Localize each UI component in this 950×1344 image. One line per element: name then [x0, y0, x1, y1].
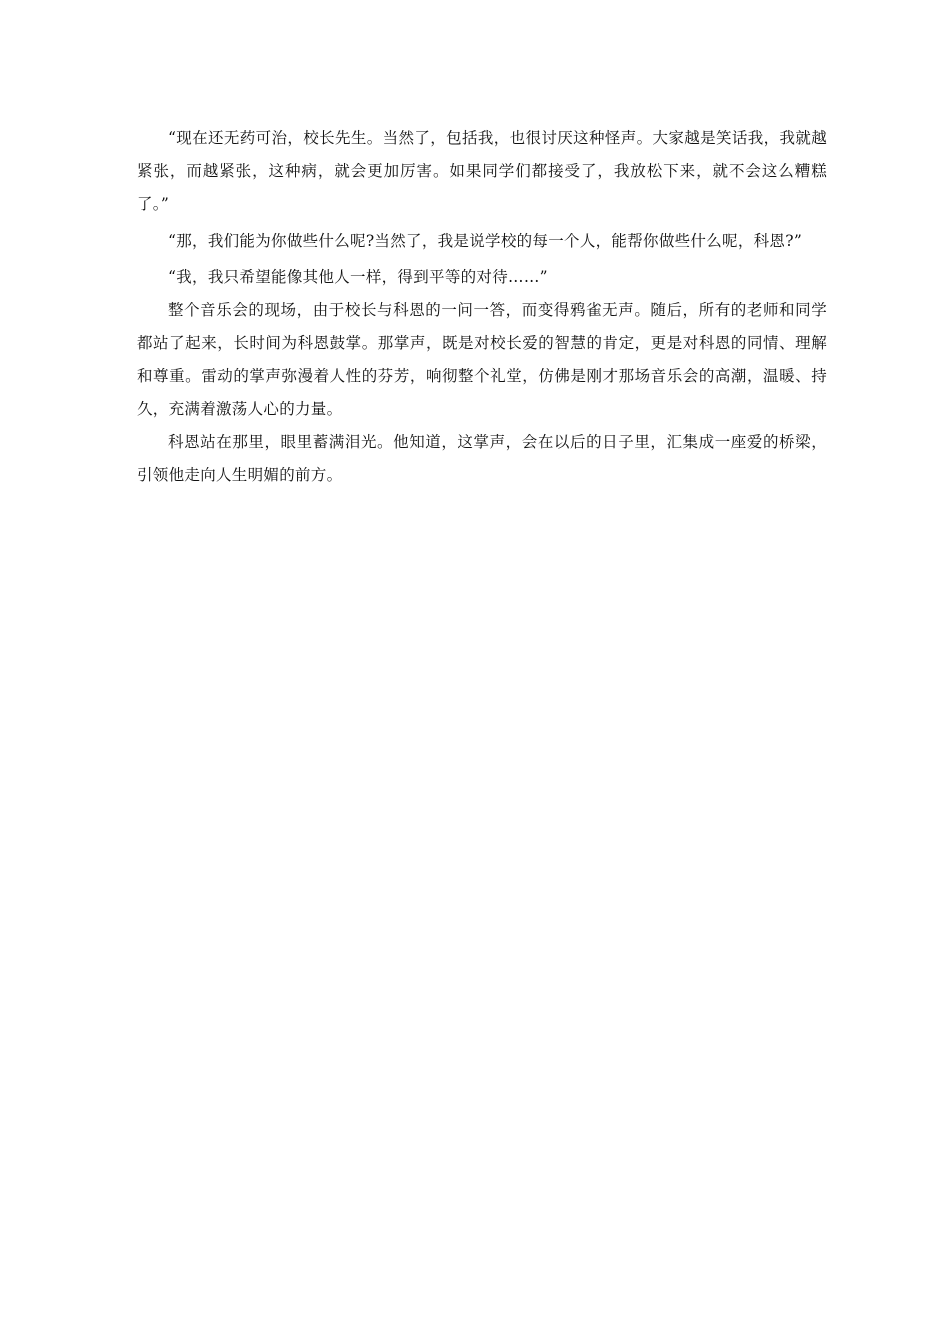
paragraph-4: 整个音乐会的现场，由于校长与科恩的一问一答，而变得鸦雀无声。随后，所有的老师和同学都站了起来，长时间为科恩鼓掌。那掌声，既是对校长爱的智慧的肯定，更是对科恩的同情、理解和尊重。雷动的掌声弥漫着人性的芬芳，响彻整个礼堂，仿佛是刚才那场音乐会的高潮，温暖、持久，充满着激荡人心的力量。	[137, 301, 827, 418]
document-body	[137, 122, 827, 492]
paragraph-2: “那，我们能为你做些什么呢?当然了，我是说学校的每一个人，能帮你做些什么呢，科恩?”	[168, 232, 803, 250]
paragraph-3: “我，我只希望能像其他人一样，得到平等的对待……”	[168, 268, 548, 286]
paragraph-1: “现在还无药可治，校长先生。当然了，包括我，也很讨厌这种怪声。大家越是笑话我，我就越紧张，而越紧张，这种病，就会更加厉害。如果同学们都接受了，我放松下来，就不会这么糟糕了。”	[137, 129, 827, 213]
paragraph-5: 科恩站在那里，眼里蓄满泪光。他知道，这掌声，会在以后的日子里，汇集成一座爱的桥梁，引领他走向人生明媚的前方。	[137, 433, 827, 484]
